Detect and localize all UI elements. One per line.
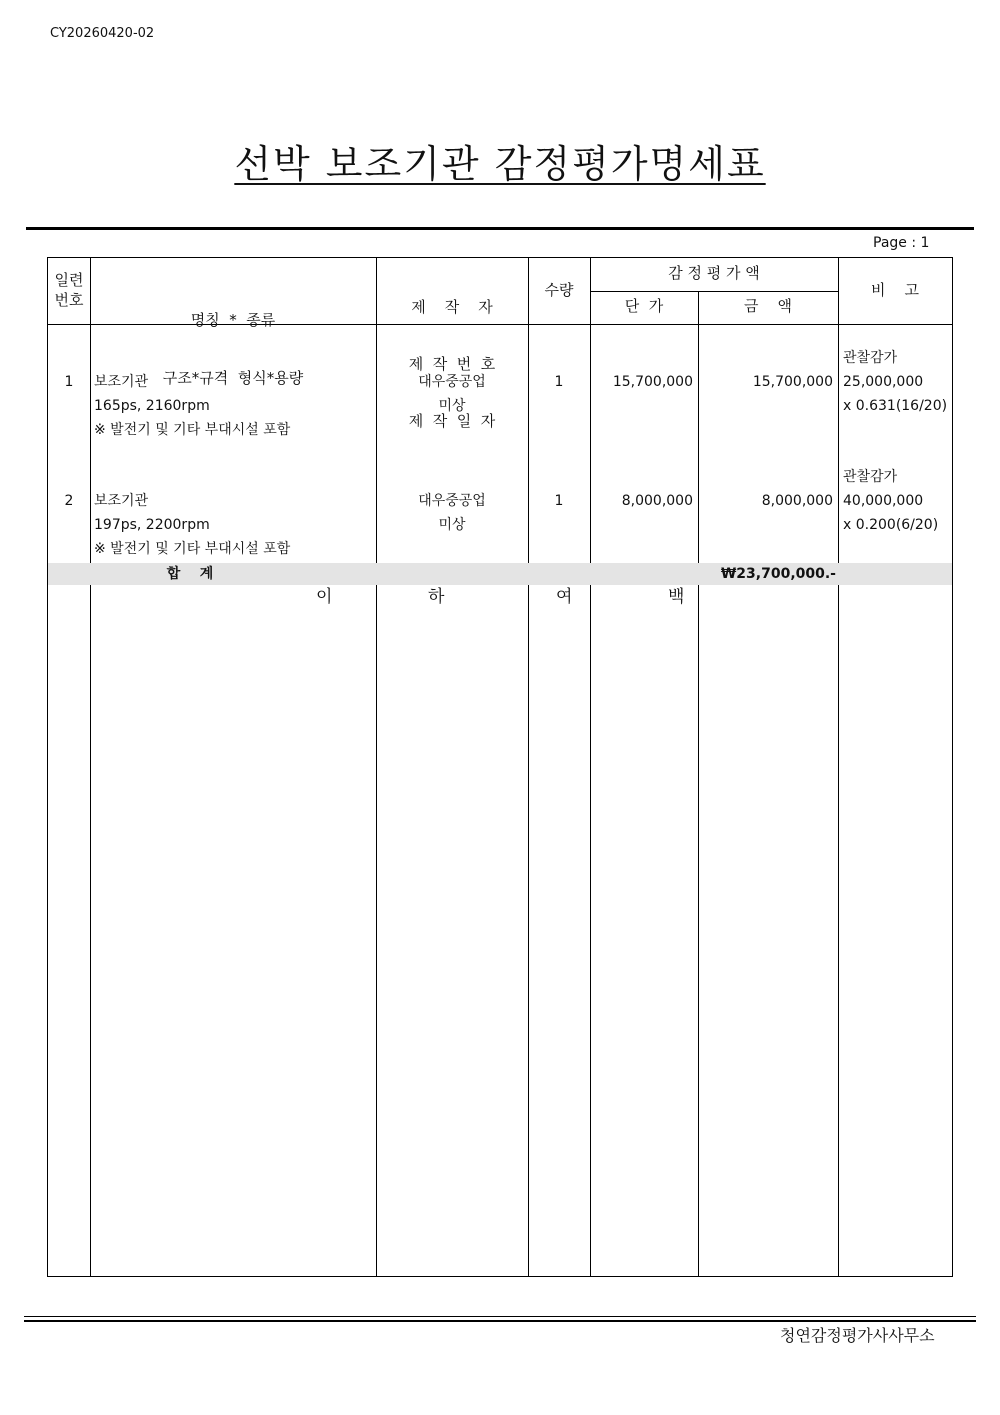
footer-divider [24, 1320, 976, 1322]
row2-maker: 대우중공업 [418, 493, 486, 509]
row1-amount: 15,700,000 [752, 374, 833, 390]
row2-amount: 8,000,000 [761, 493, 833, 509]
blank-marker-char: 백 [668, 587, 685, 607]
header-name-line: 명칭 * 종류 [190, 311, 276, 329]
row2-unit-price: 8,000,000 [621, 493, 693, 509]
header-amount: 금 액 [743, 297, 793, 315]
header-maker-line: 제 작 자 [411, 298, 493, 316]
total-label: 합 계 [166, 566, 214, 582]
title-text: 선박 보조기관 감정평가명세표 [234, 142, 766, 186]
row2-note: ※ 발전기 및 기타 부대시설 포함 [94, 541, 291, 557]
page-number: Page : 1 [873, 235, 930, 251]
row2-seq: 2 [64, 493, 74, 509]
total-amount: ₩23,700,000.- [720, 566, 836, 582]
office-name: 청연감정평가사사무소 [780, 1326, 935, 1345]
row1-name: 보조기관 [94, 374, 149, 390]
blank-marker-char: 하 [428, 587, 445, 607]
header-maker-line: 제 작 일 자 [408, 412, 496, 430]
row1-note: ※ 발전기 및 기타 부대시설 포함 [94, 422, 291, 438]
row2-spec: 197ps, 2200rpm [94, 517, 210, 533]
row2-qty: 1 [554, 493, 564, 509]
header-maker [376, 260, 528, 469]
row1-unit-price: 15,700,000 [612, 374, 693, 390]
col-divider [838, 258, 839, 1276]
header-appraisal: 감 정 평 가 액 [668, 264, 760, 282]
header-subline [590, 291, 838, 292]
page-title [0, 133, 1000, 188]
row2-serial: 미상 [438, 517, 466, 533]
row2-name: 보조기관 [94, 493, 149, 509]
row2-remark-line: 40,000,000 [843, 493, 924, 509]
row1-serial: 미상 [438, 398, 466, 414]
row1-seq: 1 [64, 374, 74, 390]
row1-remark-line: 25,000,000 [843, 374, 924, 390]
col-divider [698, 291, 699, 1276]
header-seq-line: 번호 [54, 291, 84, 309]
header-maker-line: 제 작 번 호 [408, 355, 496, 373]
header-name-line: 구조*규격 형식*용량 [162, 369, 304, 387]
row2-remark-line: 관찰감가 [843, 469, 898, 485]
row1-maker: 대우중공업 [418, 374, 486, 390]
header-unit-price: 단 가 [624, 297, 664, 315]
title-divider [26, 227, 974, 230]
header-remark: 비 고 [870, 281, 920, 299]
col-divider [590, 258, 591, 1276]
col-divider [528, 258, 529, 1276]
appraisal-table [47, 257, 953, 1277]
blank-marker-char: 이 [316, 587, 333, 607]
header-qty: 수량 [544, 281, 574, 299]
row1-spec: 165ps, 2160rpm [94, 398, 210, 414]
document-number: CY20260420-02 [50, 26, 155, 41]
header-seq [48, 270, 90, 310]
header-seq-line: 일련 [54, 271, 84, 289]
blank-marker-char: 여 [556, 587, 573, 607]
row2-remark-line: x 0.200(6/20) [843, 517, 939, 533]
row1-qty: 1 [554, 374, 564, 390]
row1-remark-line: 관찰감가 [843, 350, 898, 366]
footer-divider [24, 1316, 976, 1317]
row1-remark-line: x 0.631(16/20) [843, 398, 948, 414]
